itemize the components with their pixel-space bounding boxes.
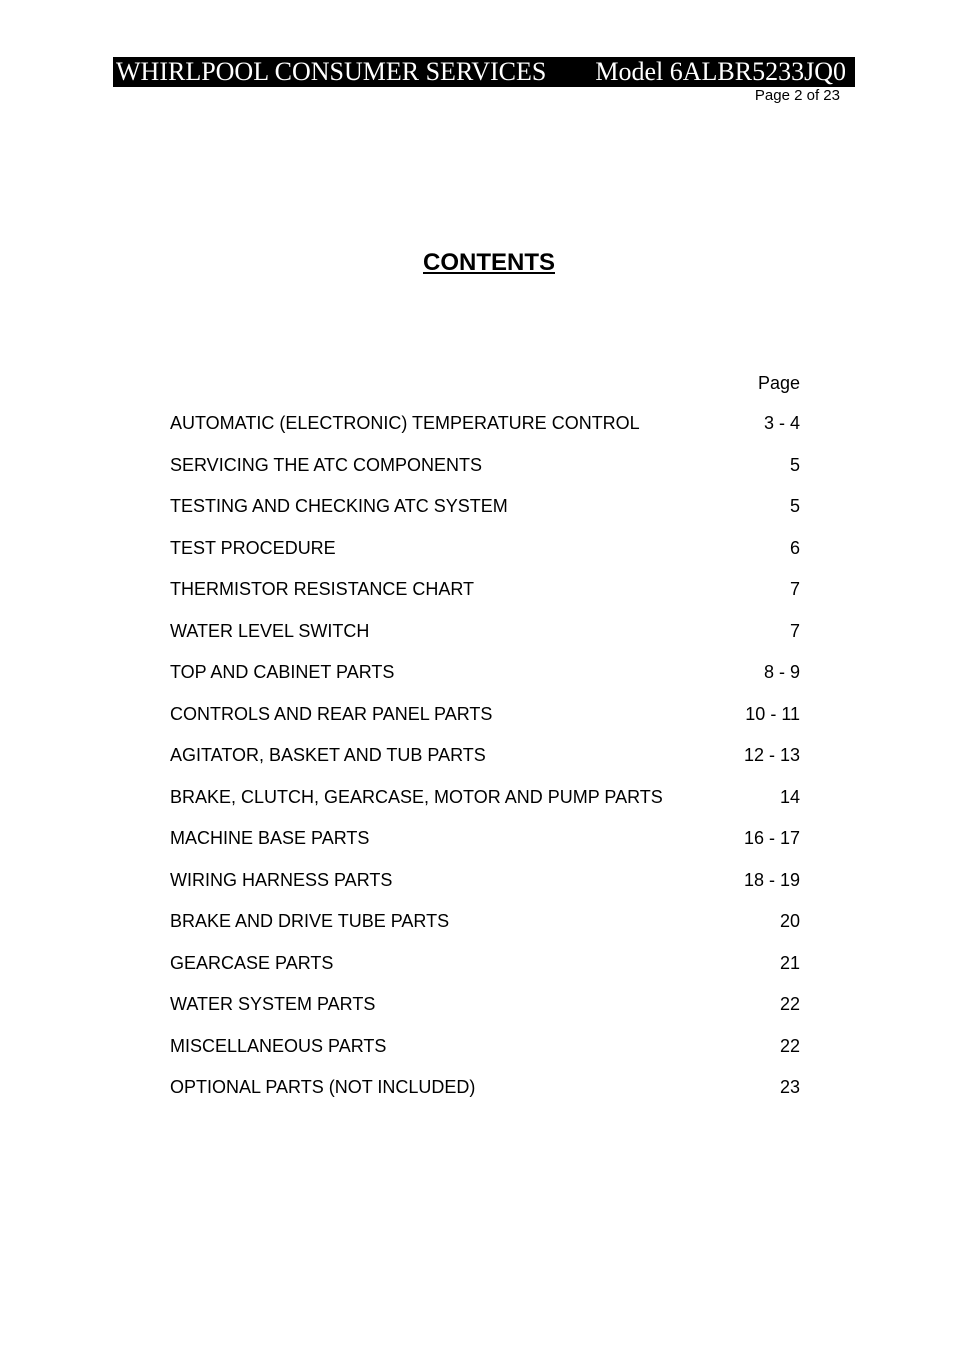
toc-entry-title: WATER LEVEL SWITCH [170, 620, 370, 641]
toc-entry [170, 537, 800, 559]
page-column-header: Page [757, 373, 800, 393]
toc-entry-page: 16 - 17 [743, 828, 800, 848]
table-of-contents [170, 412, 800, 1118]
toc-entry-page: 20 [779, 911, 800, 931]
toc-entry-page: 8 - 9 [763, 662, 800, 682]
page-title: CONTENTS [423, 249, 555, 276]
toc-entry [170, 495, 800, 517]
toc-entry-page: 21 [779, 952, 800, 973]
toc-entry-title: TOP AND CABINET PARTS [170, 662, 395, 682]
toc-entry [170, 703, 800, 725]
toc-entry-page: 7 [789, 620, 800, 641]
toc-entry-page: 12 - 13 [743, 745, 800, 765]
toc-entry-page: 22 [779, 1035, 800, 1056]
toc-entry-title: TEST PROCEDURE [170, 537, 336, 558]
toc-entry-page: 3 - 4 [763, 413, 800, 433]
toc-entry-page: 7 [789, 579, 800, 599]
toc-entry [170, 827, 800, 849]
toc-entry [170, 661, 800, 683]
toc-entry [170, 952, 800, 974]
toc-entry-title: MACHINE BASE PARTS [170, 828, 370, 848]
model-number: Model 6ALBR5233JQ0 [595, 57, 846, 86]
toc-entry [170, 620, 800, 642]
toc-entry [170, 1035, 800, 1057]
toc-entry-page: 22 [779, 994, 800, 1014]
toc-entry-title: TESTING AND CHECKING ATC SYSTEM [170, 496, 508, 516]
toc-entry-title: GEARCASE PARTS [170, 952, 334, 973]
toc-entry [170, 993, 800, 1015]
toc-entry [170, 412, 800, 434]
toc-entry-title: BRAKE, CLUTCH, GEARCASE, MOTOR AND PUMP PARTS [170, 786, 663, 807]
toc-entry-page: 5 [789, 454, 800, 475]
toc-entry-page: 14 [779, 786, 800, 807]
toc-entry [170, 1076, 800, 1098]
toc-entry-title: CONTROLS AND REAR PANEL PARTS [170, 703, 493, 724]
toc-entry-title: BRAKE AND DRIVE TUBE PARTS [170, 911, 450, 931]
toc-entry-title: SERVICING THE ATC COMPONENTS [170, 454, 483, 475]
toc-entry-title: WIRING HARNESS PARTS [170, 869, 393, 890]
toc-entry-title: WATER SYSTEM PARTS [170, 994, 376, 1014]
toc-entry [170, 578, 800, 600]
toc-entry-title: AGITATOR, BASKET AND TUB PARTS [170, 745, 486, 765]
toc-entry-title: MISCELLANEOUS PARTS [170, 1035, 387, 1056]
toc-entry-page: 23 [779, 1077, 800, 1097]
toc-entry [170, 869, 800, 891]
toc-entry-title: AUTOMATIC (ELECTRONIC) TEMPERATURE CONTROL [170, 413, 640, 433]
document-header [113, 57, 855, 87]
toc-entry [170, 744, 800, 766]
toc-entry-page: 10 - 11 [745, 703, 800, 724]
company-name: WHIRLPOOL CONSUMER SERVICES [116, 57, 547, 86]
toc-entry-title: OPTIONAL PARTS (NOT INCLUDED) [170, 1077, 476, 1097]
toc-entry [170, 910, 800, 932]
toc-entry-page: 6 [789, 537, 800, 558]
toc-entry [170, 454, 800, 476]
toc-entry [170, 786, 800, 808]
toc-entry-title: THERMISTOR RESISTANCE CHART [170, 579, 475, 599]
page-number: Page 2 of 23 [754, 87, 840, 104]
toc-entry-page: 18 - 19 [743, 869, 800, 890]
toc-entry-page: 5 [789, 496, 800, 516]
